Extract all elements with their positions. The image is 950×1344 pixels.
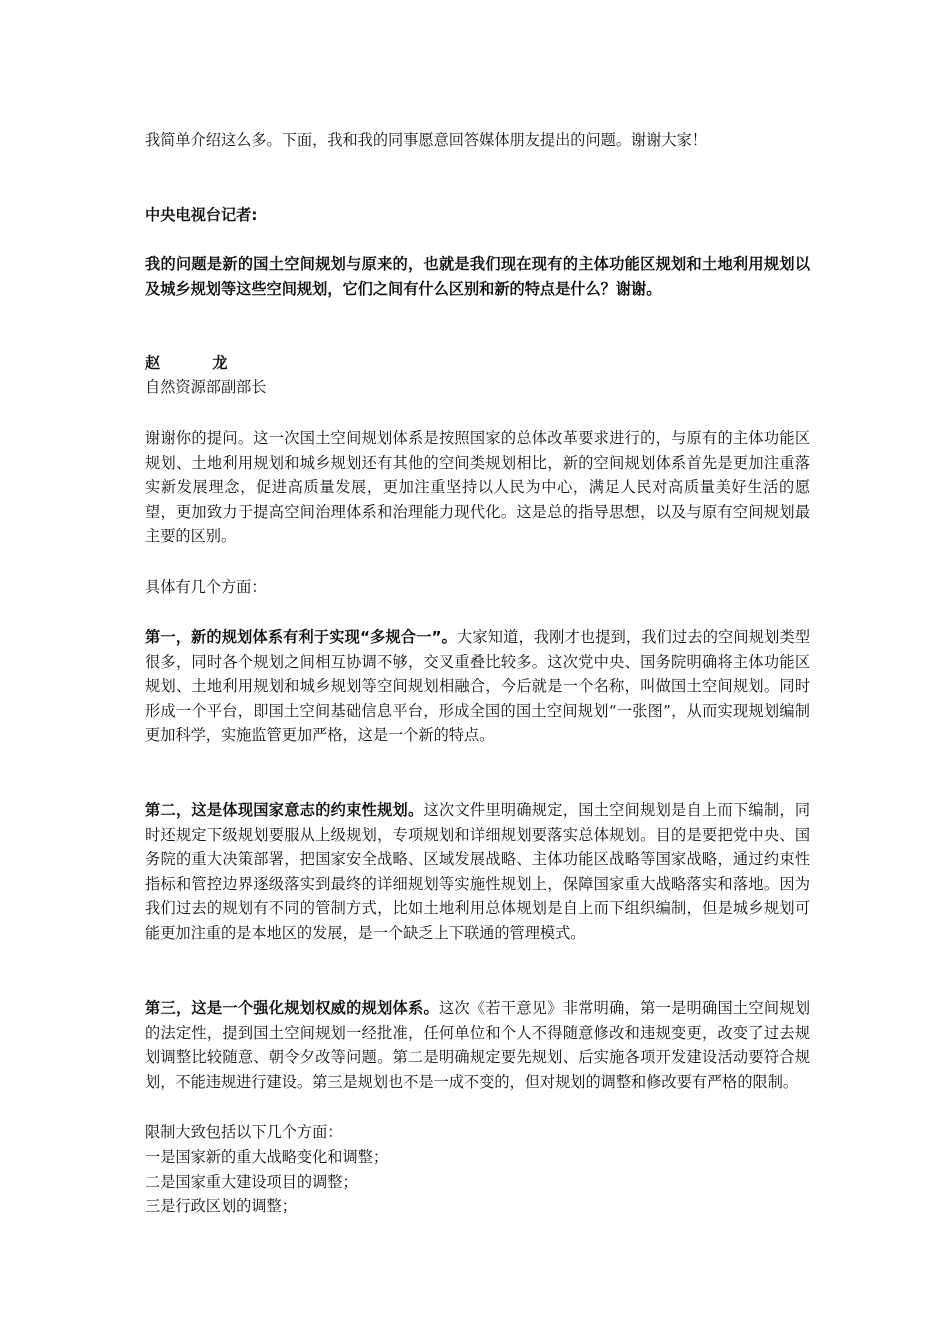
point-1-paragraph xyxy=(145,625,810,748)
speaker-title: 自然资源部副部长 xyxy=(145,378,267,396)
speaker-name xyxy=(145,351,810,376)
point-3-heading: 第三，这是一个强化规划权威的规划体系。 xyxy=(145,999,439,1017)
aspects-lead: 具体有几个方面： xyxy=(145,578,267,596)
point-2-paragraph xyxy=(145,798,810,946)
intro-closing-paragraph: 我简单介绍这么多。下面，我和我的同事愿意回答媒体朋友提出的问题。谢谢大家！ xyxy=(145,131,707,149)
reporter-name: 中央电视台记者: xyxy=(145,206,258,224)
point-2-heading: 第二，这是体现国家意志的约束性规划。 xyxy=(145,801,424,819)
point-1-heading: 第一，新的规划体系有利于实现“多规合一”。 xyxy=(145,628,458,646)
limit-item-3: 三是行政区划的调整； xyxy=(145,1197,297,1215)
reporter-question: 我的问题是新的国土空间规划与原来的，也就是我们现在现有的主体功能区规划和土地利用规划以及城乡规划等这些空间规划，它们之间有什么区别和新的特点是什么？谢谢。 xyxy=(145,255,810,298)
answer-intro-paragraph: 谢谢你的提问。这一次国土空间规划体系是按照国家的总体改革要求进行的，与原有的主体功能区规划、土地利用规划和城乡规划还有其他的空间类规划相比，新的空间规划体系首先是更加注重落实新发展理念，促进高质量发展，更加注重坚持以人民为中心，满足人民对高质量美好生活的愿望，更加致力于提高空间治理体系和治理能力现代化。这是总的指导思想，以及与原有空间规划最主要的区别。 xyxy=(145,429,810,546)
point-3-body: 这次《若干意见》非常明确，第一是明确国土空间规划的法定性，提到国土空间规划一经批准，任何单位和个人不得随意修改和违规变更，改变了过去规划调整比较随意、朝令夕改等问题。第二是明确规定要先规划、后实施各项开发建设活动要符合规划，不能违规进行建设。第三是规划也不是一成不变的，但对规划的调整和修改要有严格的限制。 xyxy=(145,999,811,1091)
point-3-paragraph xyxy=(145,996,810,1094)
speaker-given-name: 龙 xyxy=(212,354,228,372)
point-1-body: 大家知道，我刚才也提到，我们过去的空间规划类型很多，同时各个规划之间相互协调不够，交叉重叠比较多。这次党中央、国务院明确将主体功能区规划、土地利用规划和城乡规划等空间规划相融合，今后就是一个名称，叫做国土空间规划。同时形成一个平台，即国土空间基础信息平台，形成全国的国土空间规划“一张图”，从而实现规划编制更加科学，实施监管更加严格，这是一个新的特点。 xyxy=(145,628,811,745)
limit-item-2: 二是国家重大建设项目的调整； xyxy=(145,1173,358,1191)
speaker-surname: 赵 xyxy=(145,354,161,372)
limits-lead: 限制大致包括以下几个方面： xyxy=(145,1123,343,1141)
limit-item-1: 一是国家新的重大战略变化和调整； xyxy=(145,1148,388,1166)
point-2-body: 这次文件里明确规定，国土空间规划是自上而下编制，同时还规定下级规划要服从上级规划，专项规划和详细规划要落实总体规划。目的是要把党中央、国务院的重大决策部署，把国家安全战略、区域发展战略、主体功能区战略等国家战略，通过约束性指标和管控边界逐级落实到最终的详细规划等实施性规划上，保障国家重大战略落实和落地。因为我们过去的规划有不同的管制方式，比如土地利用总体规划是自上而下组织编制，但是城乡规划可能更加注重的是本地区的发展，是一个缺乏上下联通的管理模式。 xyxy=(145,801,811,942)
